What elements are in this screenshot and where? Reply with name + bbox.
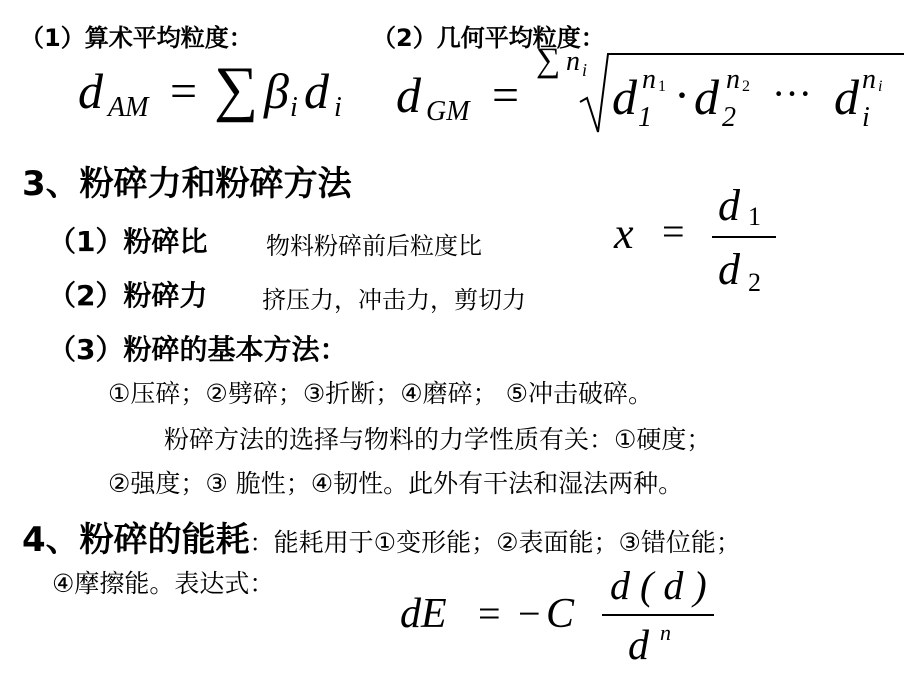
- ratio-fraction-bar: [712, 236, 776, 238]
- section4-desc-line1: 能耗用于①变形能；②表面能；③错位能；: [273, 528, 741, 557]
- crushing-methods-list: ①压碎；②劈碎；③折断；④磨碎； ⑤冲击破碎。: [108, 379, 654, 408]
- formula-am-lhs: d: [78, 63, 103, 119]
- section4-heading-line: [22, 512, 741, 561]
- formula-am-beta: β: [264, 63, 289, 119]
- formula-gm-ellipsis: ···: [772, 71, 812, 116]
- section3-title: 3、粉碎力和粉碎方法: [22, 164, 352, 204]
- formula-gm-t2-sup-sub: 2: [742, 78, 750, 95]
- energy-den: d: [628, 623, 649, 669]
- formula-gm-sum: ∑: [536, 42, 561, 79]
- section3-item3-label: （3）粉碎的基本方法：: [48, 333, 348, 366]
- ratio-num: d: [718, 181, 740, 230]
- crushing-note-line1: 粉碎方法的选择与物料的力学性质有关：①硬度；: [164, 425, 712, 454]
- formula-gm-t3-sup: n: [862, 64, 876, 95]
- formula-gm-t3-sup-sub: i: [878, 78, 883, 95]
- energy-fraction-bar: [602, 614, 714, 616]
- formula-gm-t1-sup: n: [642, 64, 656, 95]
- arithmetic-mean-formula: [78, 55, 368, 130]
- formula-gm-t1-sup-sub: 1: [658, 78, 666, 95]
- formula-gm-t3-sub: i: [862, 102, 870, 133]
- ratio-eq: =: [662, 209, 685, 254]
- ratio-den-sub: 2: [748, 268, 761, 297]
- formula-gm-t1-sub: 1: [638, 102, 652, 133]
- energy-C: C: [546, 591, 575, 637]
- formula-gm-n: n: [566, 46, 580, 77]
- geometric-mean-formula: [396, 42, 906, 140]
- ratio-x: x: [614, 209, 634, 258]
- section3-item2-label: （2）粉碎力: [48, 279, 208, 312]
- formula-gm-lhs-sub: GM: [426, 96, 470, 127]
- energy-numerator: d ( d ): [610, 563, 707, 608]
- formula-am-beta-sub: i: [290, 92, 298, 123]
- arithmetic-mean-label: （1）算术平均粒度：: [20, 24, 253, 52]
- formula-am-eq: =: [170, 65, 198, 118]
- crushing-ratio-formula: [612, 181, 792, 306]
- formula-am-d: d: [304, 63, 329, 119]
- formula-am-sum: ∑: [214, 55, 259, 123]
- formula-gm-dot: ·: [674, 69, 690, 122]
- formula-gm-n-sub: i: [582, 60, 588, 80]
- formula-gm-t2-sub: 2: [722, 102, 736, 133]
- section3-item2-desc: 挤压力，冲击力，剪切力: [262, 286, 526, 314]
- formula-gm-lhs: d: [396, 67, 421, 123]
- energy-dE: dE: [400, 591, 447, 637]
- formula-gm-t2: d: [694, 69, 719, 125]
- ratio-num-sub: 1: [748, 202, 761, 231]
- energy-eq: =: [478, 591, 501, 636]
- section4-desc-line2: ④摩擦能。表达式：: [52, 569, 275, 598]
- section4-title: 4、粉碎的能耗: [22, 520, 250, 560]
- section3-item1-desc: 物料粉碎前后粒度比: [266, 232, 482, 260]
- ratio-den: d: [718, 245, 740, 294]
- section3-item1-label: （1）粉碎比: [48, 225, 208, 258]
- geometric-mean-label: （2）几何平均粒度：: [372, 24, 605, 52]
- formula-gm-t2-sup: n: [726, 64, 740, 95]
- formula-am-lhs-sub: AM: [108, 92, 149, 123]
- crushing-note-line2: ②强度；③ 脆性；④韧性。此外有干法和湿法两种。: [108, 469, 684, 498]
- formula-gm-t3: d: [834, 69, 859, 125]
- energy-den-sup: n: [660, 620, 671, 645]
- energy-formula: [400, 563, 730, 686]
- formula-gm-t1: d: [612, 69, 637, 125]
- section4-colon: ：: [249, 529, 274, 557]
- formula-am-d-sub: i: [334, 92, 342, 123]
- formula-gm-eq: =: [492, 69, 520, 122]
- energy-minus: −: [518, 591, 541, 636]
